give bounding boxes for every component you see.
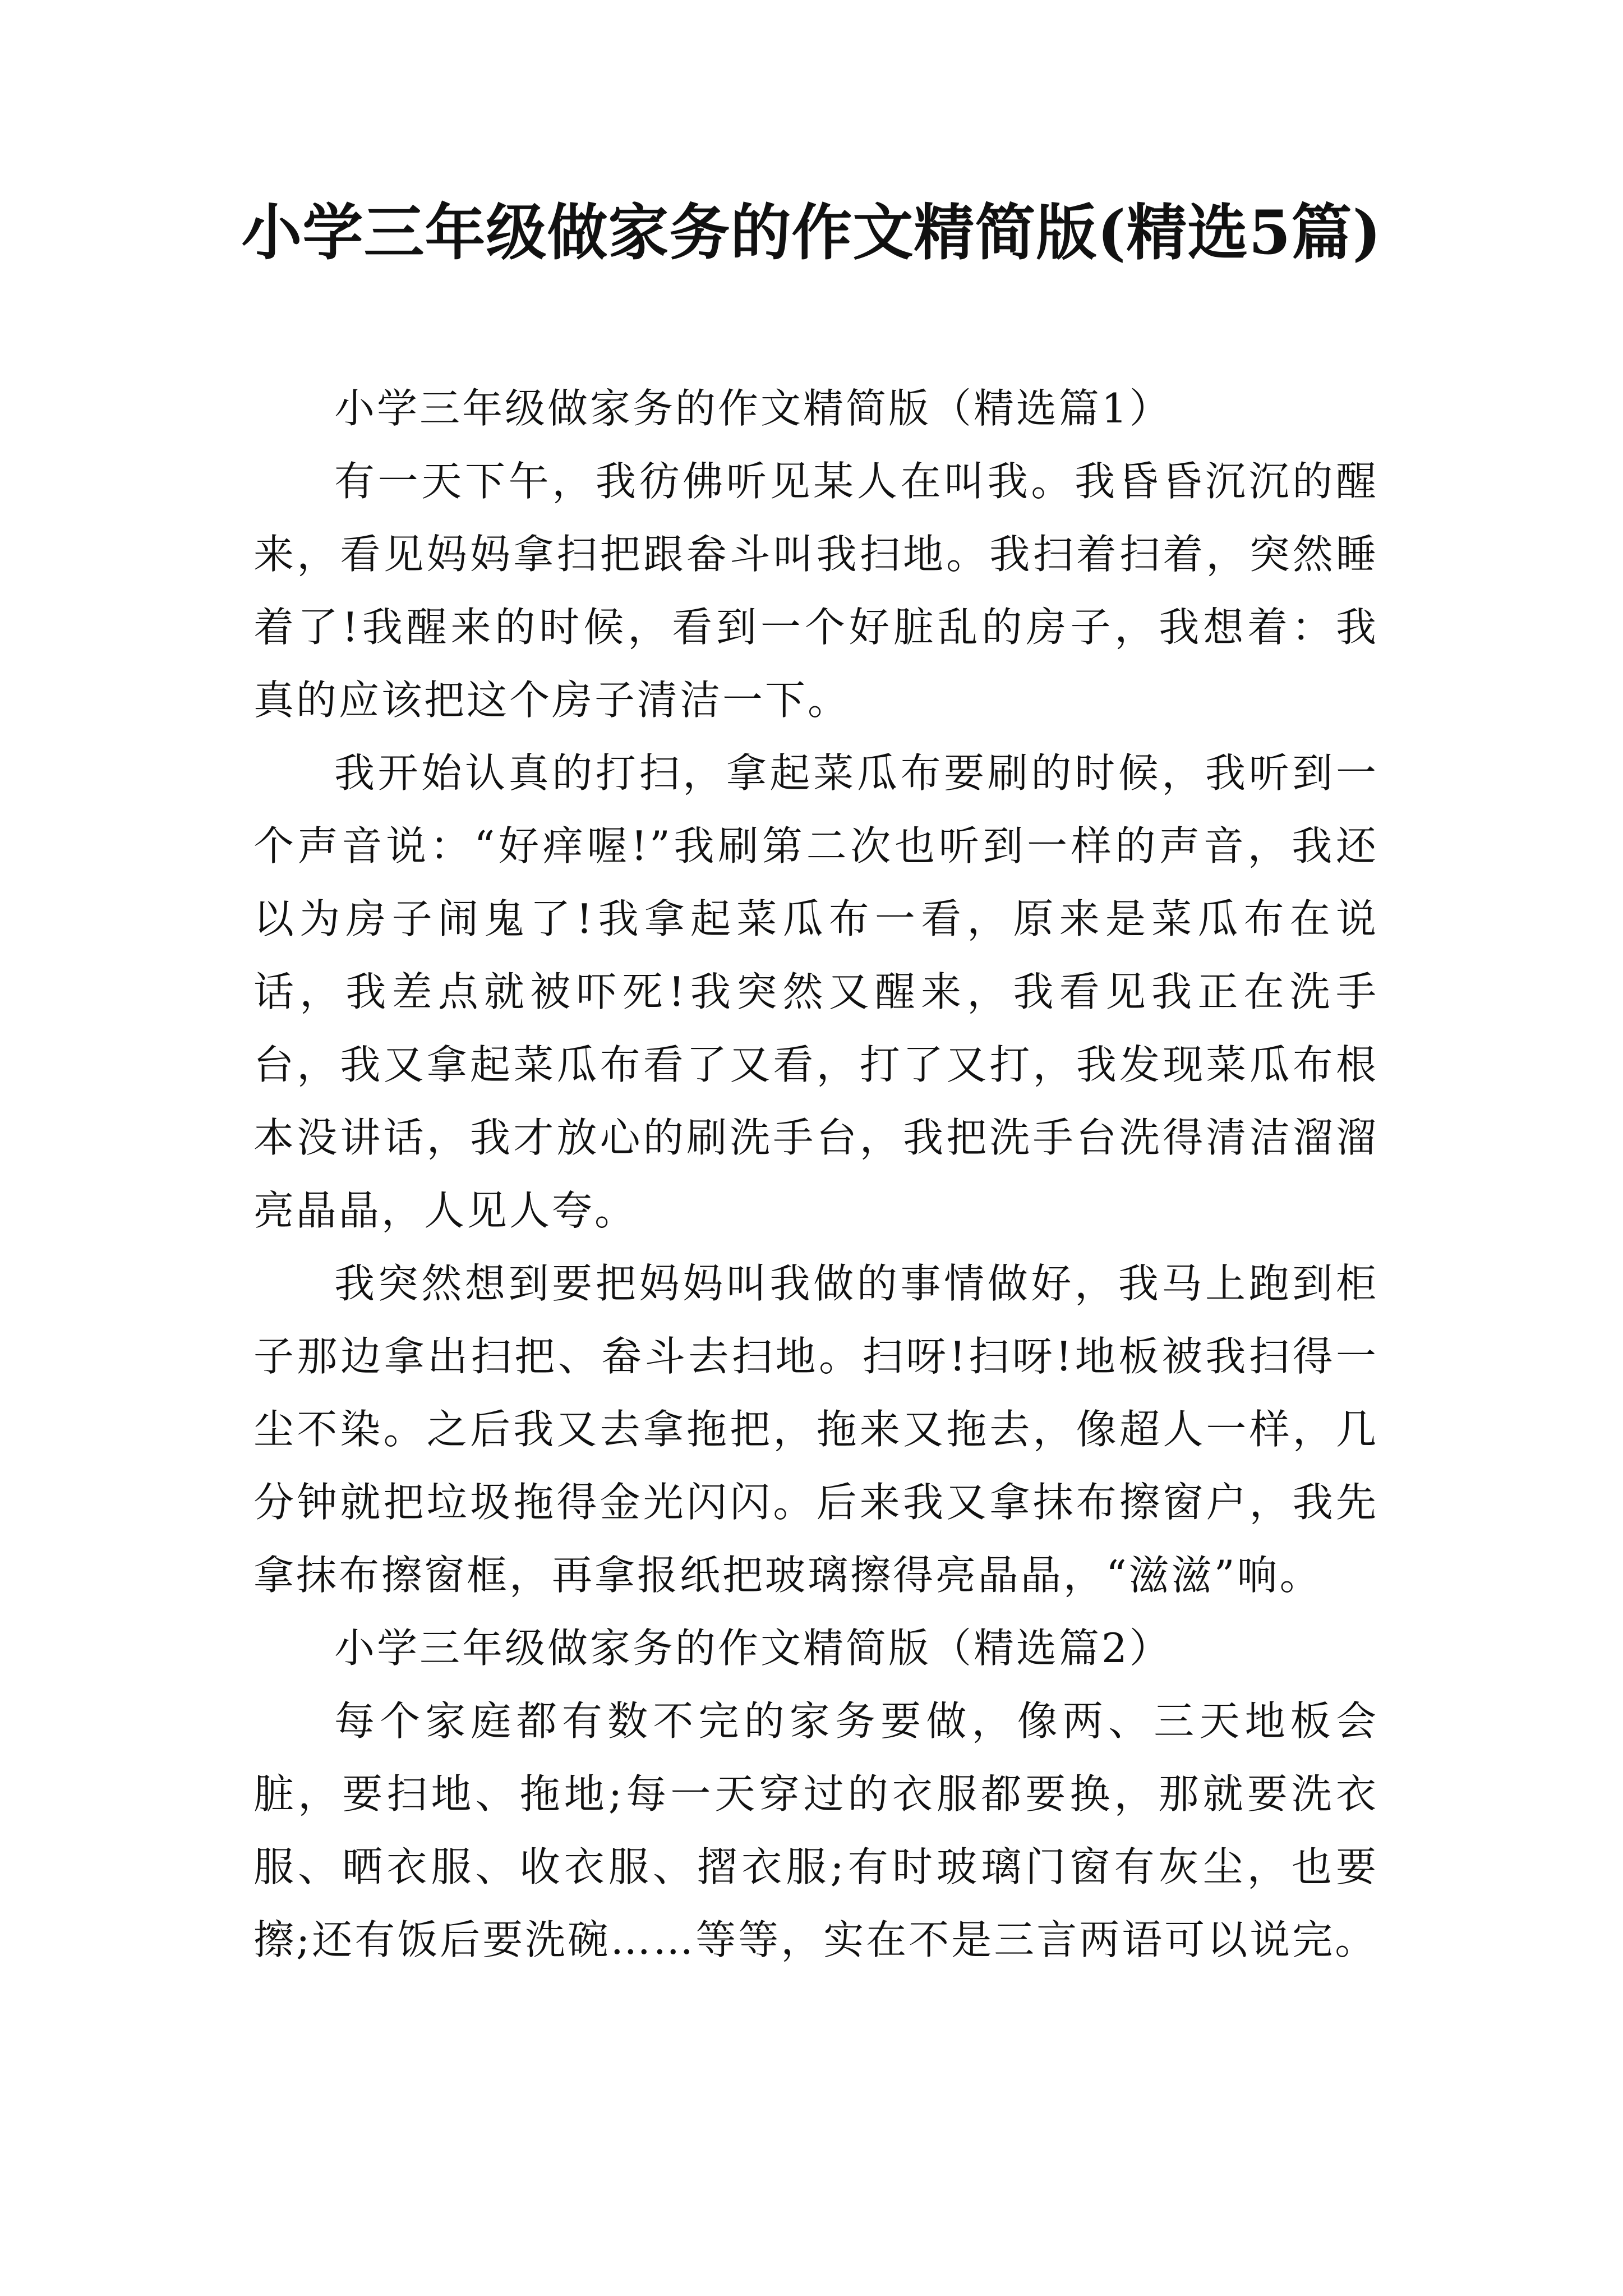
document-title: 小学三年级做家务的作文精简版(精选5篇) — [241, 197, 1382, 268]
paragraph: 我开始认真的打扫，拿起菜瓜布要刷的时候，我听到一个声音说：“好痒喔!”我刷第二次也听到一样的声音，我还以为房子闹鬼了!我拿起菜瓜布一看，原来是菜瓜布在说话，我差点就被吓死!我突然又醒来，我看见我正在洗手台，我又拿起菜瓜布看了又看，打了又打，我发现菜瓜布根本没讲话，我才放心的刷洗手台，我把洗手台洗得清洁溜溜亮晶晶，人见人夸。 — [253, 749, 1378, 1234]
paragraph: 有一天下午，我彷佛听见某人在叫我。我昏昏沉沉的醒来，看见妈妈拿扫把跟畚斗叫我扫地。我扫着扫着，突然睡着了!我醒来的时候，看到一个好脏乱的房子，我想着：我真的应该把这个房子清洁一下。 — [253, 458, 1378, 724]
section-heading-1: 小学三年级做家务的作文精简版（精选篇1） — [334, 385, 1172, 432]
document-body — [253, 372, 1378, 1976]
paragraph: 每个家庭都有数不完的家务要做，像两、三天地板会脏，要扫地、拖地;每一天穿过的衣服都要换，那就要洗衣服、晒衣服、收衣服、摺衣服;有时玻璃门窗有灰尘，也要擦;还有饭后要洗碗……等等，实在不是三言两语可以说完。 — [253, 1697, 1378, 1963]
paragraph: 我突然想到要把妈妈叫我做的事情做好，我马上跑到柜子那边拿出扫把、畚斗去扫地。扫呀!扫呀!地板被我扫得一尘不染。之后我又去拿拖把，拖来又拖去，像超人一样，几分钟就把垃圾拖得金光闪闪。后来我又拿抹布擦窗户，我先拿抹布擦窗框，再拿报纸把玻璃擦得亮晶晶，“滋滋”响。 — [253, 1260, 1378, 1599]
section-heading-2: 小学三年级做家务的作文精简版（精选篇2） — [334, 1625, 1172, 1672]
